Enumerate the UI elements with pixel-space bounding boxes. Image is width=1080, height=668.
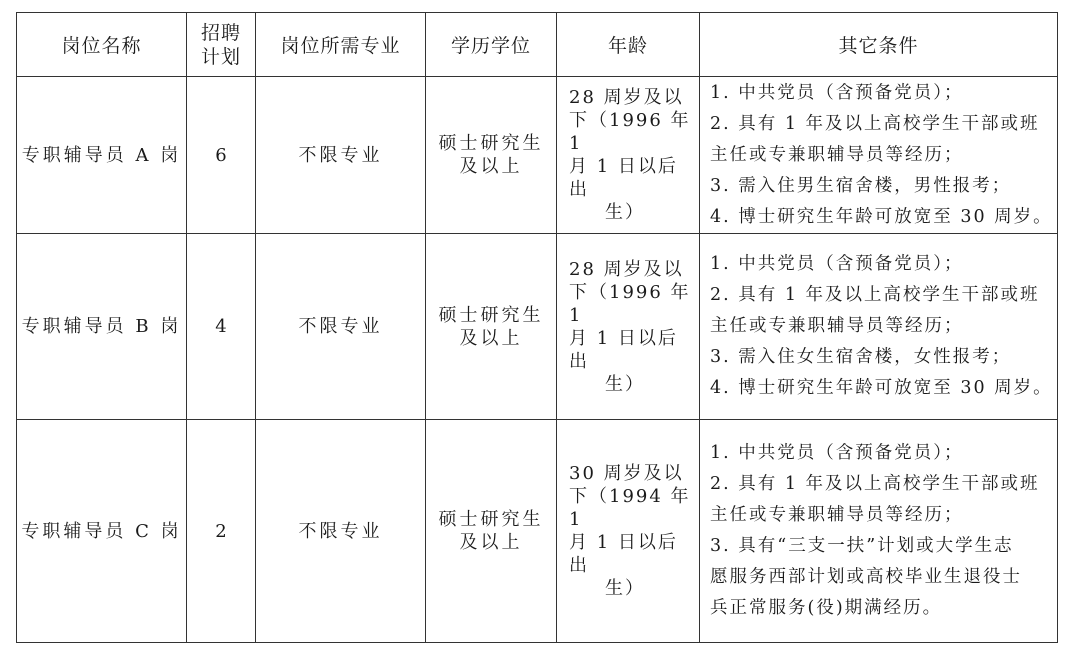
other-conditions-cell bbox=[700, 234, 1058, 420]
header-plan-line1: 招聘 bbox=[200, 21, 241, 44]
condition-line: 3. 具有“三支一扶”计划或大学生志 bbox=[710, 536, 1014, 556]
condition-line: 3. 需入住女生宿舍楼，女性报考； bbox=[710, 347, 1012, 367]
age-cell bbox=[557, 420, 700, 643]
header-major: 岗位所需专业 bbox=[256, 13, 426, 77]
condition-line: 主任或专兼职辅导员等经历； bbox=[710, 144, 964, 165]
condition-line: 1. 中共党员（含预备党员）； bbox=[710, 254, 964, 274]
table-row bbox=[17, 420, 1058, 643]
degree-line: 硕士研究生 bbox=[438, 304, 544, 326]
condition-line: 2. 具有 1 年及以上高校学生干部或班 bbox=[710, 285, 1040, 305]
recruitment-table bbox=[16, 12, 1058, 643]
age-line: 下（1996 年 1 bbox=[569, 110, 691, 154]
other-conditions-cell bbox=[700, 420, 1058, 643]
age-line: 30 周岁及以 bbox=[569, 463, 684, 484]
degree-line: 硕士研究生 bbox=[438, 133, 544, 154]
plan-cell: 2 bbox=[187, 420, 256, 643]
age-line: 下（1996 年 1 bbox=[569, 281, 691, 326]
major-cell: 不限专业 bbox=[256, 420, 426, 643]
degree-line: 及以上 bbox=[459, 327, 523, 349]
age-line: 月 1 日以后出 bbox=[569, 327, 678, 372]
condition-line: 兵正常服务(役)期满经历。 bbox=[710, 598, 943, 618]
condition-line: 3. 需入住男生宿舍楼，男性报考； bbox=[710, 175, 1012, 196]
condition-line: 主任或专兼职辅导员等经历； bbox=[710, 505, 964, 525]
position-cell: 专职辅导员 B 岗 bbox=[17, 234, 187, 420]
age-line: 生） bbox=[605, 373, 645, 395]
major-cell: 不限专业 bbox=[256, 77, 426, 234]
table-row bbox=[17, 234, 1058, 420]
age-line: 月 1 日以后出 bbox=[569, 156, 678, 200]
condition-line: 1. 中共党员（含预备党员）； bbox=[710, 82, 964, 103]
recruitment-table-container bbox=[16, 12, 1057, 644]
header-other: 其它条件 bbox=[700, 13, 1058, 77]
age-line: 28 周岁及以 bbox=[569, 258, 684, 280]
condition-line: 4. 博士研究生年龄可放宽至 30 周岁。 bbox=[710, 206, 1053, 227]
degree-cell bbox=[426, 420, 557, 643]
table-row bbox=[17, 77, 1058, 234]
position-cell: 专职辅导员 C 岗 bbox=[17, 420, 187, 643]
degree-line: 硕士研究生 bbox=[438, 509, 544, 530]
header-degree: 学历学位 bbox=[426, 13, 557, 77]
condition-line: 愿服务西部计划或高校毕业生退役士 bbox=[710, 567, 1022, 587]
header-plan bbox=[187, 13, 256, 77]
position-cell: 专职辅导员 A 岗 bbox=[17, 77, 187, 234]
condition-line: 2. 具有 1 年及以上高校学生干部或班 bbox=[710, 113, 1040, 134]
condition-line: 4. 博士研究生年龄可放宽至 30 周岁。 bbox=[710, 378, 1053, 398]
degree-cell bbox=[426, 234, 557, 420]
age-line: 28 周岁及以 bbox=[569, 87, 684, 108]
degree-cell bbox=[426, 77, 557, 234]
header-row bbox=[17, 13, 1058, 77]
degree-line: 及以上 bbox=[459, 156, 523, 177]
plan-cell: 4 bbox=[187, 234, 256, 420]
age-line: 月 1 日以后出 bbox=[569, 532, 678, 576]
age-line: 生） bbox=[605, 202, 645, 223]
condition-line: 1. 中共党员（含预备党员）； bbox=[710, 443, 964, 463]
header-age: 年龄 bbox=[557, 13, 700, 77]
condition-line: 主任或专兼职辅导员等经历； bbox=[710, 316, 964, 336]
condition-line: 2. 具有 1 年及以上高校学生干部或班 bbox=[710, 474, 1040, 494]
degree-line: 及以上 bbox=[459, 532, 523, 553]
age-cell bbox=[557, 77, 700, 234]
plan-cell: 6 bbox=[187, 77, 256, 234]
age-line: 生） bbox=[605, 578, 645, 599]
header-position-name: 岗位名称 bbox=[17, 13, 187, 77]
header-plan-line2: 计划 bbox=[200, 45, 241, 68]
age-line: 下（1994 年 1 bbox=[569, 486, 691, 530]
major-cell: 不限专业 bbox=[256, 234, 426, 420]
age-cell bbox=[557, 234, 700, 420]
other-conditions-cell bbox=[700, 77, 1058, 234]
